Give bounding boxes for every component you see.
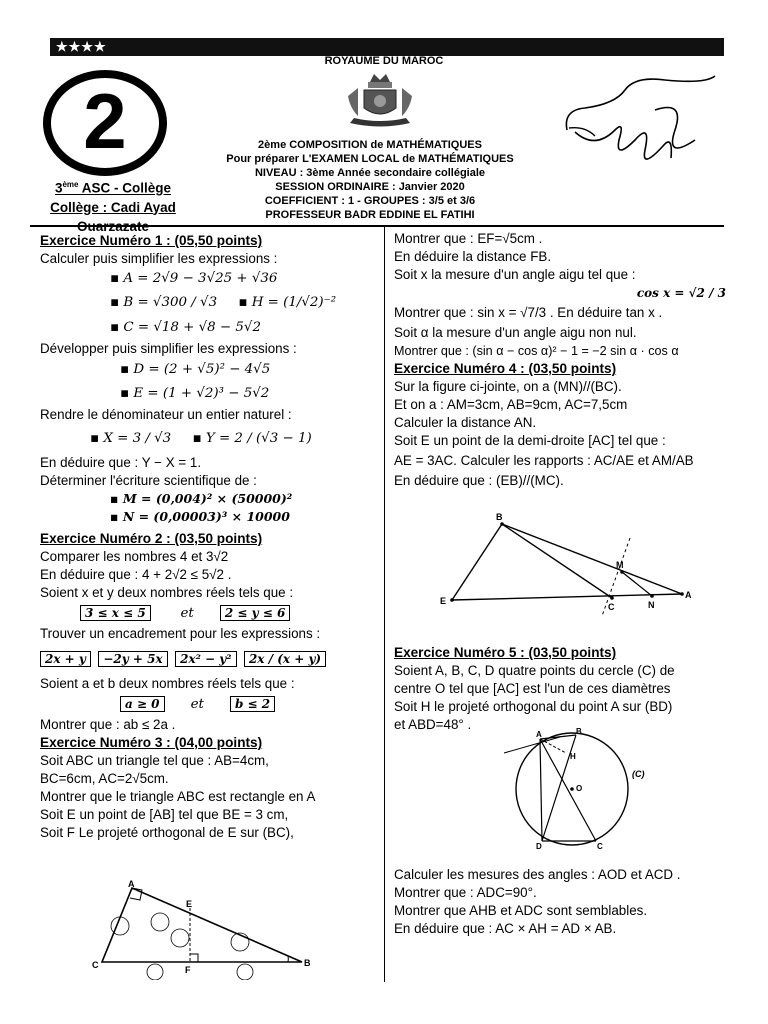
ex4-line-6: En déduire que : (EB)//(MC). <box>394 473 564 488</box>
school-level: 3ème ASC - Collège <box>54 180 172 196</box>
ex5-block <box>394 644 734 734</box>
ex5-line-1: Soient A, B, C, D quatre points du cercle (C) de <box>394 663 675 678</box>
ex4-line-5: AE = 3AC. Calculer les rapports : AC/AE et AM/AB <box>394 453 694 468</box>
ex2-title: Exercice Numéro 2 : (03,50 points) <box>40 531 263 546</box>
header-line-3: NIVEAU : 3ème Année secondaire collégiale <box>254 167 486 179</box>
ex1-expr-x-y: ▪ X = 3 / √3 ▪ Y = 2 / (√3 − 1) <box>90 431 312 446</box>
ex2-conditions-xy: 3 ≤ x ≤ 5 et 2 ≤ y ≤ 6 <box>40 602 380 625</box>
ex1-expr-n: ▪ N = (0,00003)³ × 10000 <box>110 509 290 524</box>
ex2-line-6: Montrer que : ab ≤ 2a . <box>40 717 176 732</box>
line-eb <box>452 524 502 600</box>
ex3-cont-2: En déduire la distance FB. <box>394 249 552 264</box>
ex1-title: Exercice Numéro 1 : (05,50 points) <box>40 233 263 248</box>
label-c4: C <box>608 602 615 612</box>
right-column <box>394 230 734 490</box>
kingdom-title: ROYAUME DU MAROC <box>324 55 444 67</box>
header-line-1: 2ème COMPOSITION de MATHÉMATIQUES <box>258 139 482 151</box>
header-line-6: PROFESSEUR BADR EDDINE EL FATIHI <box>265 209 475 221</box>
label-e: E <box>186 899 193 909</box>
label-b4: B <box>496 512 503 522</box>
ex5-questions <box>394 866 734 938</box>
label-n4: N <box>648 600 655 610</box>
left-column <box>40 232 380 842</box>
ex3-title: Exercice Numéro 3 : (04,00 points) <box>40 735 263 750</box>
label-o5: O <box>576 784 583 793</box>
header-line-5: COEFFICIENT : 1 - GROUPES : 3/5 et 3/6 <box>264 195 476 207</box>
label-e4: E <box>440 596 447 606</box>
ex5-circle-figure <box>500 725 660 860</box>
ex1-instruction-3: Rendre le dénominateur un entier naturel : <box>40 407 292 422</box>
label-a: A <box>128 880 135 889</box>
exam-header-block <box>170 138 570 222</box>
segment-ab <box>540 735 576 739</box>
coat-of-arms-emblem <box>340 68 420 130</box>
ex1-expr-a: ▪ A = 2√9 − 3√25 + √36 <box>110 271 278 286</box>
label-b: B <box>304 958 311 968</box>
ex5-line-2: centre O tel que [AC] est l'un de ces diamètres <box>394 681 671 696</box>
ex3-triangle-figure <box>90 880 320 980</box>
school-name: Collège : Cadi Ayad <box>50 199 176 215</box>
ex1-expr-e: ▪ E = (1 + √2)³ − 5√2 <box>120 386 270 401</box>
line-mc-dashed <box>602 538 630 616</box>
label-f: F <box>185 965 191 975</box>
ex3-cont-3b: cos x = √2 / 3 <box>636 286 726 300</box>
ex2-line-2: En déduire que : 4 + 2√2 ≤ 5√2 . <box>40 567 232 582</box>
ex4-line-2: Et on a : AM=3cm, AB=9cm, AC=7,5cm <box>394 397 628 412</box>
label-circle: (C) <box>632 769 645 779</box>
label-a5: A <box>536 730 542 739</box>
line-mn <box>622 572 652 596</box>
ex4-title: Exercice Numéro 4 : (03,50 points) <box>394 361 617 376</box>
triangle-abc <box>102 888 302 962</box>
ex2-line-5: Soient a et b deux nombres réels tels que : <box>40 676 295 691</box>
label-a4: A <box>685 590 692 600</box>
ex1-instruction-1: Calculer puis simplifier les expressions : <box>40 251 278 266</box>
exam-number-badge <box>40 68 170 178</box>
ex1-expr-b-h: ▪ B = √300 / √3 ▪ H = (1/√2)⁻² <box>110 295 337 310</box>
ex3-cont-6: Montrer que : (sin α − cos α)² − 1 = −2 sin α · cos α <box>394 344 679 358</box>
ex3-cont-5: Soit α la mesure d'un angle aigu non nul. <box>394 325 637 340</box>
ex2-line-3: Soient x et y deux nombres réels tels que : <box>40 585 294 600</box>
header-bar <box>50 38 724 56</box>
header-divider <box>30 225 724 227</box>
ex3-line-5: Soit F Le projeté orthogonal de E sur (BC), <box>40 825 294 840</box>
ex4-line-1: Sur la figure ci-jointe, on a (MN)//(BC). <box>394 379 622 394</box>
ex3-cont-4: Montrer que : sin x = √7/3 . En déduire tan x . <box>394 305 663 320</box>
stars-label: ★★★★ <box>56 39 107 54</box>
ex1-expr-d: ▪ D = (2 + √5)² − 4√5 <box>120 362 271 377</box>
ex4-figure <box>430 510 700 620</box>
ex3-line-1: Soit ABC un triangle tel que : AB=4cm, <box>40 753 269 768</box>
diameter-ac <box>540 739 596 841</box>
ex5-line-7: Montrer que AHB et ADC sont semblables. <box>394 903 648 918</box>
ex2-line-4: Trouver un encadrement pour les expressions : <box>40 626 321 641</box>
segment-ad <box>540 739 542 841</box>
ex1-expr-m: ▪ M = (0,004)² × (50000)² <box>110 491 293 506</box>
ex4-line-3: Calculer la distance AN. <box>394 415 537 430</box>
ex3-cont-3: Soit x la mesure d'un angle aigu tel que : <box>394 267 636 282</box>
ex1-instruction-2: Développer puis simplifier les expressions : <box>40 341 297 356</box>
column-divider <box>384 226 385 982</box>
label-h5: H <box>570 752 576 761</box>
label-b5: B <box>576 727 582 736</box>
teacher-signature <box>555 70 725 180</box>
ex2-conditions-ab: a ≥ 0 et b ≤ 2 <box>40 693 380 716</box>
ex5-line-6: Montrer que : ADC=90°. <box>394 885 537 900</box>
header-line-4: SESSION ORDINAIRE : Janvier 2020 <box>275 181 465 193</box>
ex5-line-5: Calculer les mesures des angles : AOD et ACD . <box>394 867 681 882</box>
ex3-line-4: Soit E un point de [AB] tel que BE = 3 cm, <box>40 807 289 822</box>
label-d5: D <box>536 842 542 851</box>
ex1-instruction-5: Déterminer l'écriture scientifique de : <box>40 473 257 488</box>
ex1-instruction-4: En déduire que : Y − X = 1. <box>40 455 202 470</box>
ex5-line-8: En déduire que : AC × AH = AD × AB. <box>394 921 617 936</box>
ex5-line-4: et ABD=48° . <box>394 717 472 732</box>
ex3-line-3: Montrer que le triangle ABC est rectangle en A <box>40 789 316 804</box>
line-ba <box>502 524 682 594</box>
label-c5: C <box>597 842 603 851</box>
label-c: C <box>92 960 99 970</box>
ex2-line-1: Comparer les nombres 4 et 3√2 <box>40 549 229 564</box>
big-number: 2 <box>83 77 127 165</box>
ex3-cont-1: Montrer que : EF=√5cm . <box>394 231 543 246</box>
ex2-expressions: 2x + y −2y + 5x 2x² − y² 2x / (x + y) <box>40 643 380 675</box>
ex4-line-4: Soit E un point de la demi-droite [AC] tel que : <box>394 433 666 448</box>
label-m4: M <box>616 560 624 570</box>
ex3-line-2: BC=6cm, AC=2√5cm. <box>40 771 169 786</box>
ex5-title: Exercice Numéro 5 : (03,50 points) <box>394 645 617 660</box>
ex5-line-3: Soit H le projeté orthogonal du point A sur (BD) <box>394 699 673 714</box>
ex1-expr-c: ▪ C = √18 + √8 − 5√2 <box>110 320 261 335</box>
header-line-2: Pour préparer L'EXAMEN LOCAL de MATHÉMATIQUES <box>226 153 514 165</box>
